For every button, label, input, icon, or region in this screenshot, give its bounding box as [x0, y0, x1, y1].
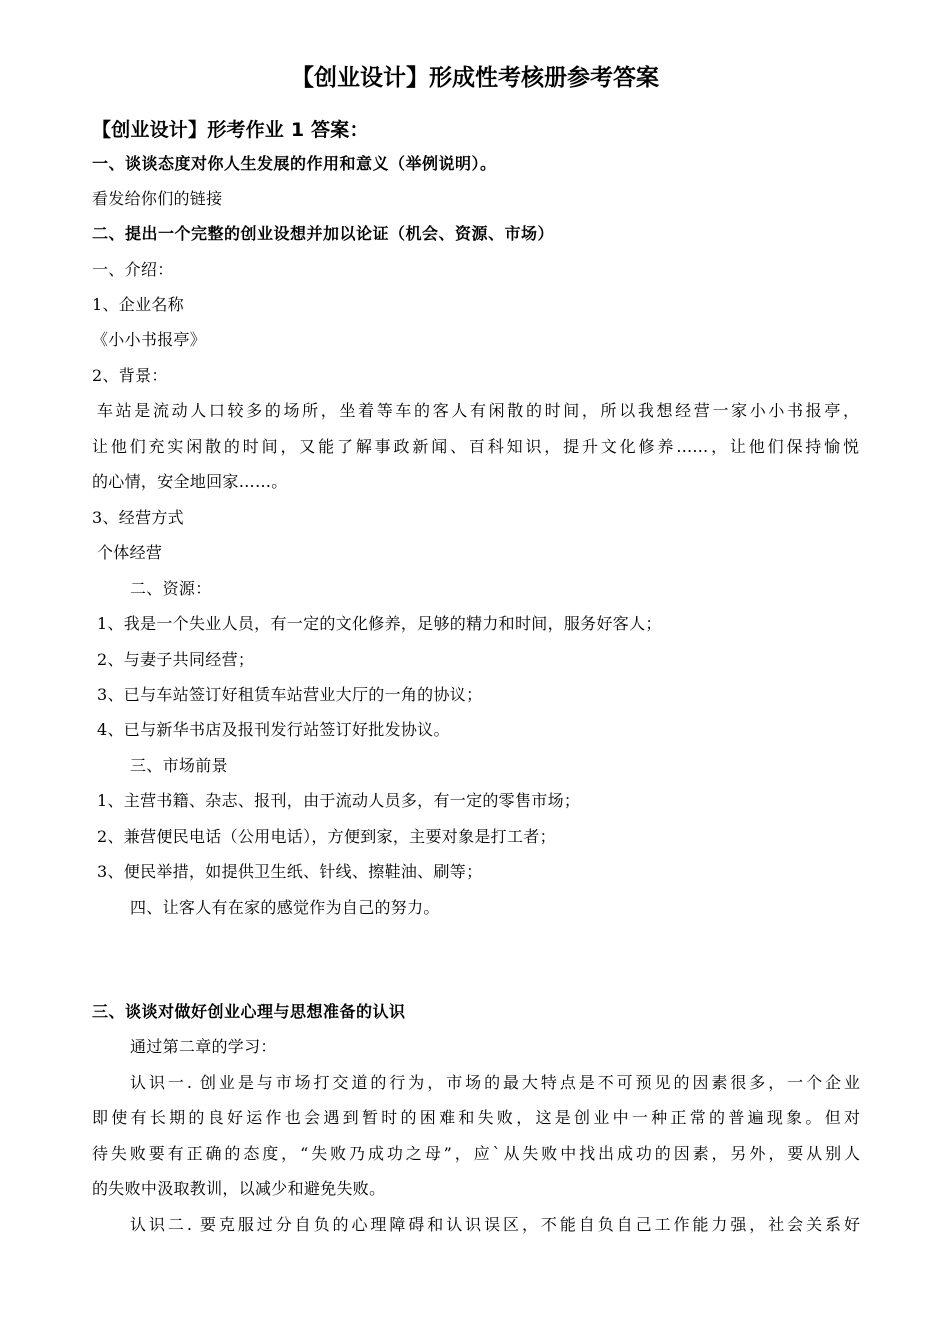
question-1-answer: 看发给你们的链接 [92, 189, 223, 208]
background-paragraph-line: 的心情，安全地回家……。 [92, 472, 288, 491]
section-market-heading: 三、市场前景 [130, 756, 228, 775]
market-item: 2、兼营便民电话（公用电话），方便到家，主要对象是打工者； [97, 827, 556, 846]
insight-paragraph-line: 待失败要有正确的态度，“失败乃成功之母”，应`从失败中找出成功的因素，另外，要从别人 [92, 1144, 860, 1163]
insight-paragraph-line: 的失败中汲取教训，以减少和避免失败。 [92, 1179, 386, 1198]
study-intro: 通过第二章的学习： [130, 1037, 277, 1056]
section-intro-heading: 一、介绍： [92, 260, 174, 279]
assignment-heading: 【创业设计】形考作业 1 答案： [92, 119, 369, 141]
insight-paragraph-line: 认识一. 创业是与市场打交道的行为，市场的最大特点是不可预见的因素很多，一个企业 [130, 1073, 860, 1092]
resource-item: 2、与妻子共同经营； [97, 650, 255, 669]
insight-paragraph-line: 即使有长期的良好运作也会遇到暂时的困难和失败，这是创业中一种正常的普遍现象。但对 [92, 1108, 860, 1127]
market-item: 3、便民举措，如提供卫生纸、针线、擦鞋油、刷等； [97, 862, 483, 881]
resource-item: 3、已与车站签订好租赁车站营业大厅的一角的协议； [97, 685, 483, 704]
market-item: 1、主营书籍、杂志、报刊，由于流动人员多，有一定的零售市场； [97, 791, 581, 810]
insight-paragraph-line: 认识二. 要克服过分自负的心理障碍和认识误区，不能自负自己工作能力强，社会关系好 [130, 1215, 860, 1234]
page-title: 【创业设计】形成性考核册参考答案 [291, 65, 659, 91]
question-3-heading: 三、谈谈对做好创业心理与思想准备的认识 [92, 1002, 406, 1021]
item-background-label: 2、背景： [92, 366, 168, 385]
background-paragraph-line: 车站是流动人口较多的场所，坐着等车的客人有闲散的时间，所以我想经营一家小小书报亭， [97, 401, 859, 420]
item-company-name-label: 1、企业名称 [92, 295, 184, 314]
section-resources-heading: 二、资源： [130, 579, 212, 598]
background-paragraph-line: 让他们充实闲散的时间，又能了解事政新闻、百科知识，提升文化修养……，让他们保持愉悦 [92, 437, 859, 456]
resource-item: 4、已与新华书店及报刊发行站签订好批发协议。 [97, 720, 450, 739]
question-1-heading: 一、谈谈态度对你人生发展的作用和意义（举例说明）。 [92, 154, 497, 173]
company-name: 《小小书报亭》 [92, 330, 207, 349]
section-effort-heading: 四、让客人有在家的感觉作为自己的努力。 [130, 898, 440, 917]
operation-mode: 个体经营 [97, 543, 163, 562]
item-operation-label: 3、经营方式 [92, 508, 184, 527]
resource-item: 1、我是一个失业人员，有一定的文化修养，足够的精力和时间，服务好客人； [97, 614, 662, 633]
question-2-heading: 二、提出一个完整的创业设想并加以论证（机会、资源、市场） [92, 224, 555, 243]
